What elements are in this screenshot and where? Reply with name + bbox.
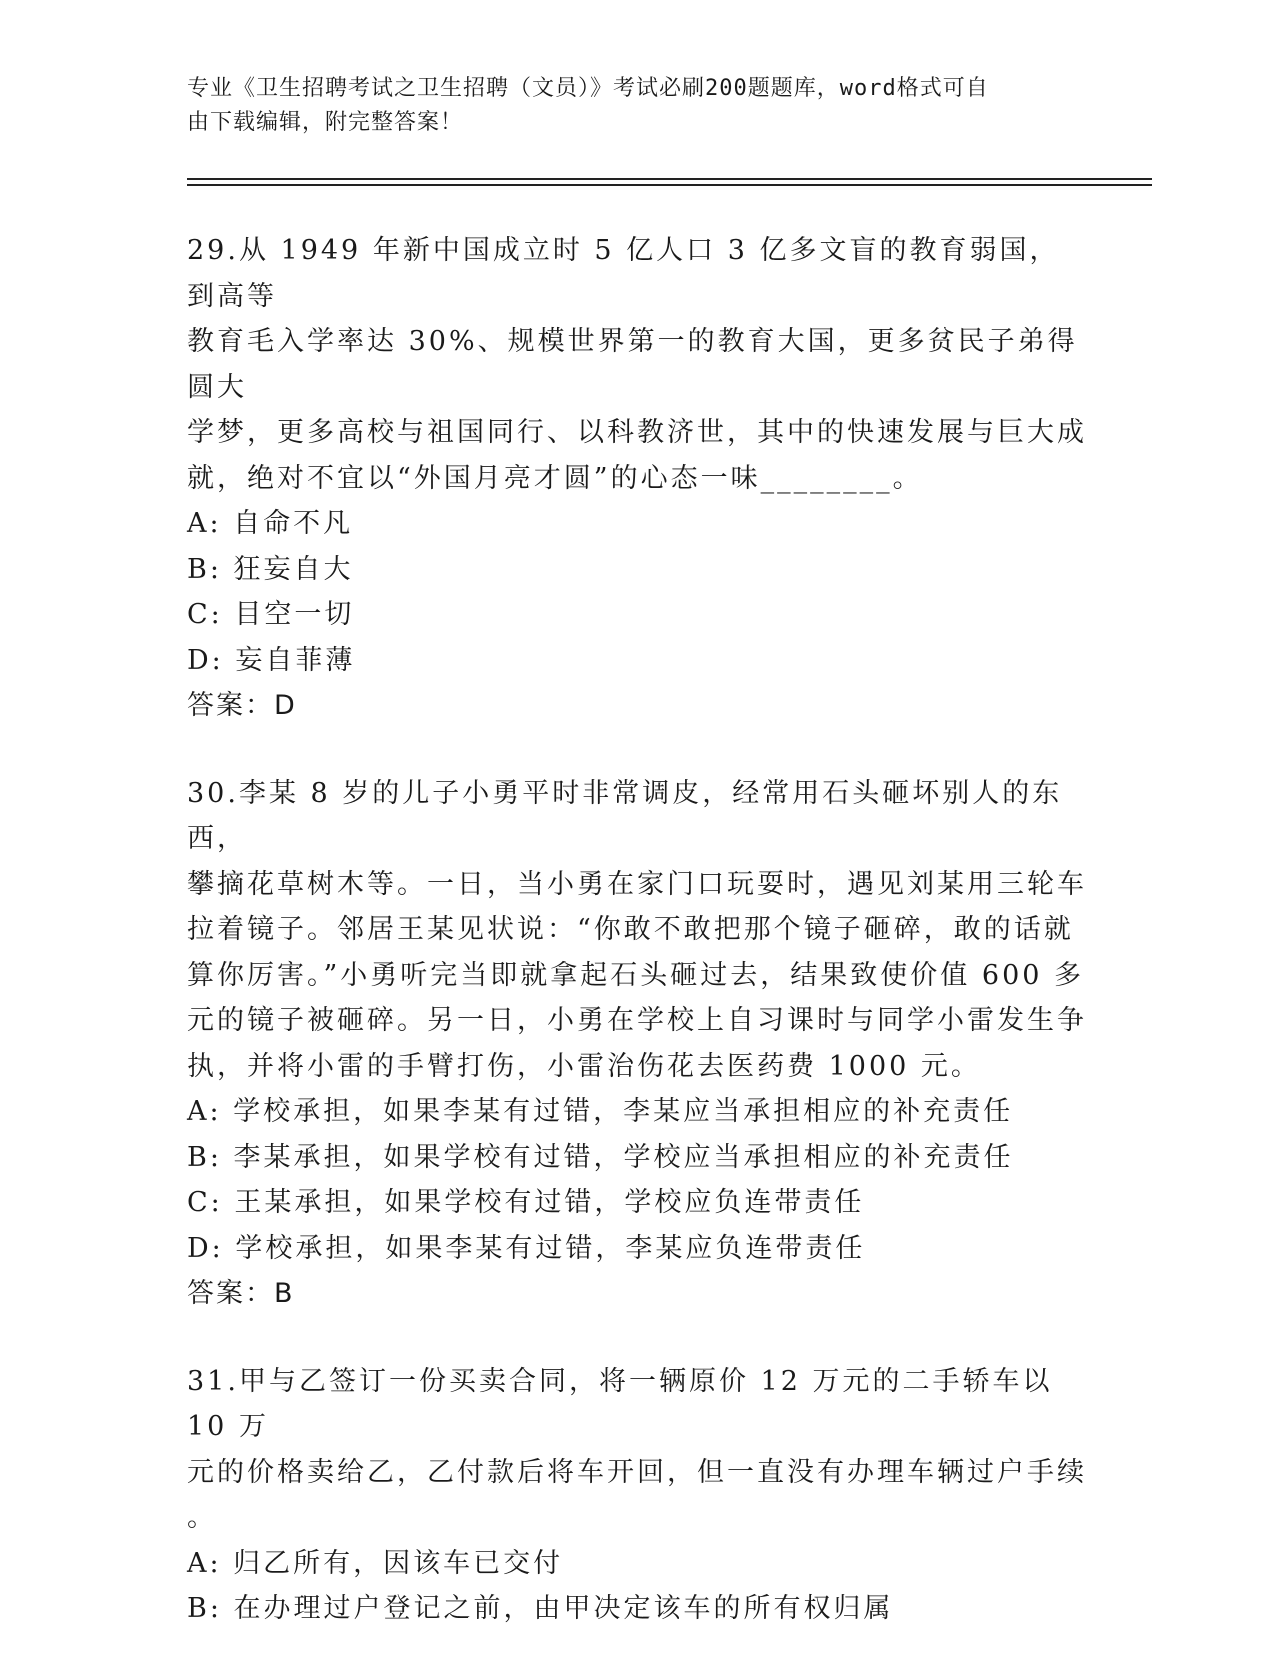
question-text-line: 元的价格卖给乙，乙付款后将车开回，但一直没有办理车辆过户手续 bbox=[187, 1456, 1087, 1488]
option-b: B: 狂妄自大 bbox=[187, 553, 354, 585]
option-d: D: 妄自菲薄 bbox=[187, 644, 356, 676]
option-c: C: 王某承担，如果学校有过错，学校应负连带责任 bbox=[187, 1187, 865, 1218]
question-text-line: 执，并将小雷的手臂打伤，小雷治伤花去医药费 1000 元。 bbox=[187, 1050, 981, 1082]
question-30 bbox=[187, 771, 1087, 1317]
header-line-2: 由下载编辑，附完整答案！ bbox=[187, 110, 464, 135]
question-text-line: 攀摘花草树木等。一日，当小勇在家门口玩耍时，遇见刘某用三轮车 bbox=[187, 868, 1087, 900]
header-divider-bottom bbox=[187, 184, 1152, 186]
question-31 bbox=[187, 1359, 1087, 1632]
option-a: A: 归乙所有，因该车已交付 bbox=[187, 1547, 564, 1579]
header-line-1: 专业《卫生招聘考试之卫生招聘（文员）》考试必刷200题题库，word格式可自 bbox=[187, 76, 989, 101]
option-c: C: 目空一切 bbox=[187, 599, 355, 630]
question-text-line: 学梦，更多高校与祖国同行、以科教济世，其中的快速发展与巨大成 bbox=[187, 417, 1087, 448]
question-text-line: 拉着镜子。邻居王某见状说：“你敢不敢把那个镜子砸碎，敢的话就 bbox=[187, 914, 1074, 945]
document-header bbox=[187, 72, 1067, 140]
question-text-line: 就，绝对不宜以“外国月亮才圆”的心态一味________。 bbox=[187, 462, 923, 494]
option-a: A: 学校承担，如果李某有过错，李某应当承担相应的补充责任 bbox=[187, 1096, 1014, 1127]
option-a: A: 自命不凡 bbox=[187, 508, 354, 539]
answer-label: 答案：D bbox=[187, 690, 297, 721]
question-text-line: 元的镜子被砸碎。另一日，小勇在学校上自习课时与同学小雷发生争 bbox=[187, 1005, 1087, 1036]
answer-label: 答案：B bbox=[187, 1278, 295, 1309]
option-d: D: 学校承担，如果李某有过错，李某应负连带责任 bbox=[187, 1232, 866, 1264]
question-29 bbox=[187, 228, 1087, 729]
question-text-line: 。 bbox=[187, 1502, 217, 1533]
option-b: B: 在办理过户登记之前，由甲决定该车的所有权归属 bbox=[187, 1593, 894, 1624]
question-list bbox=[187, 228, 1087, 1674]
question-text-line: 30.李某 8 岁的儿子小勇平时非常调皮，经常用石头砸坏别人的东西， bbox=[187, 777, 1063, 854]
question-text-line: 29.从 1949 年新中国成立时 5 亿人口 3 亿多文盲的教育弱国，到高等 bbox=[187, 235, 1060, 312]
header-divider-top bbox=[187, 178, 1152, 180]
question-text-line: 31.甲与乙签订一份买卖合同，将一辆原价 12 万元的二手轿车以 10 万 bbox=[187, 1365, 1053, 1442]
question-text-line: 算你厉害。”小勇听完当即就拿起石头砸过去，结果致使价值 600 多 bbox=[187, 959, 1085, 991]
option-b: B: 李某承担，如果学校有过错，学校应当承担相应的补充责任 bbox=[187, 1141, 1014, 1173]
question-text-line: 教育毛入学率达 30%、规模世界第一的教育大国，更多贫民子弟得圆大 bbox=[187, 326, 1078, 403]
